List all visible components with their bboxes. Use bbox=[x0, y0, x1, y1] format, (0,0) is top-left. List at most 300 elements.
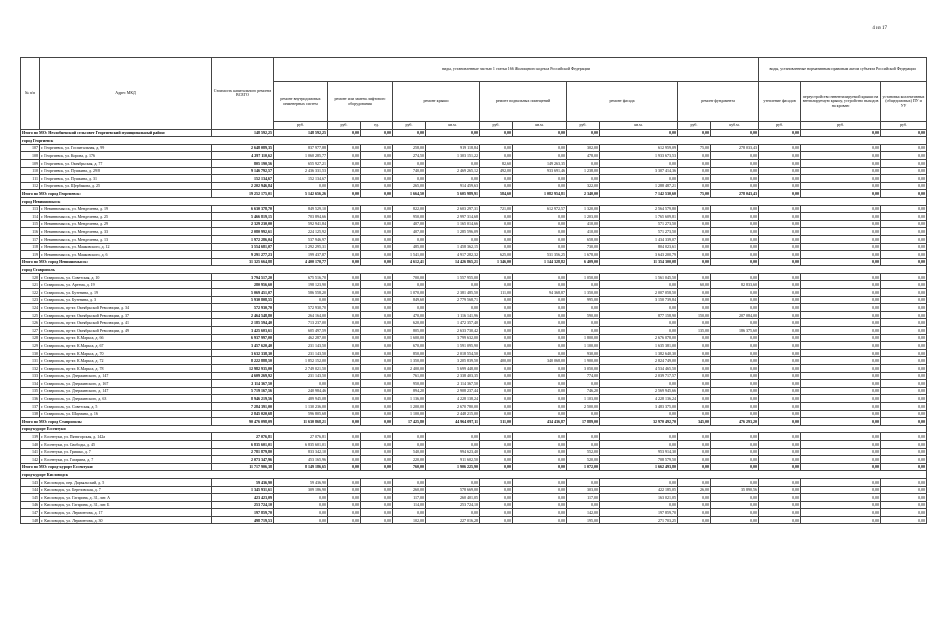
row-value: 2 469 265,12 bbox=[426, 167, 480, 175]
row-value: 822,00 bbox=[393, 205, 426, 213]
row-value: 0,00 bbox=[759, 182, 801, 190]
row-value: 0,00 bbox=[678, 349, 711, 357]
table-row bbox=[21, 175, 927, 183]
row-value: 0,00 bbox=[513, 281, 567, 289]
row-value: 117,00 bbox=[567, 494, 600, 502]
row-value: 0,00 bbox=[361, 433, 393, 441]
row-value: 5 699 448,00 bbox=[426, 365, 480, 373]
row-value: 0,00 bbox=[480, 349, 513, 357]
row-number: 144 bbox=[21, 486, 40, 494]
row-value: 0,00 bbox=[567, 175, 600, 183]
row-value: 658,00 bbox=[567, 235, 600, 243]
unit-cell: кв.м. bbox=[426, 122, 480, 130]
row-value: 0,00 bbox=[480, 410, 513, 418]
table-row bbox=[21, 456, 927, 464]
row-value: 0,00 bbox=[480, 402, 513, 410]
row-value: 220,00 bbox=[393, 456, 426, 464]
row-total-cost: 1 345 931,61 bbox=[212, 486, 274, 494]
row-value: 0,00 bbox=[711, 478, 759, 486]
row-total-cost: 6 937 997,00 bbox=[212, 334, 274, 342]
row-value: 0,00 bbox=[513, 349, 567, 357]
row-value: 708 579,50 bbox=[600, 456, 678, 464]
row-value: 407,00 bbox=[393, 228, 426, 236]
subtotal-value: 476 293,20 bbox=[711, 418, 759, 426]
row-address: г. Невинномысск, ул. Менделеева, д. 33 bbox=[40, 228, 212, 236]
row-value: 0,00 bbox=[361, 319, 393, 327]
subtotal-value: 584,60 bbox=[480, 190, 513, 198]
row-value: 0,00 bbox=[328, 251, 361, 259]
row-total-cost: 2 648 089,35 bbox=[212, 144, 274, 152]
row-value: 0,00 bbox=[759, 152, 801, 160]
row-number: 107 bbox=[21, 144, 40, 152]
row-value: 0,00 bbox=[881, 273, 927, 281]
row-value: 0,00 bbox=[328, 159, 361, 167]
page-number: 4 из 17 bbox=[872, 26, 887, 31]
subtotal-value: 6 409,00 bbox=[567, 258, 600, 266]
row-value: 730,00 bbox=[567, 243, 600, 251]
row-value: 0,00 bbox=[426, 304, 480, 312]
table-row bbox=[21, 289, 927, 297]
row-value: 422 185,05 bbox=[600, 486, 678, 494]
header-foundation: ремонт фундамента bbox=[678, 82, 759, 122]
row-value: 0,00 bbox=[393, 509, 426, 517]
row-value: 0,00 bbox=[711, 456, 759, 464]
row-value: 919 118,84 bbox=[426, 144, 480, 152]
row-value: 0,00 bbox=[678, 220, 711, 228]
row-value: 75,00 bbox=[678, 144, 711, 152]
row-value: 0,00 bbox=[426, 159, 480, 167]
row-value: 0,00 bbox=[678, 440, 711, 448]
table-row bbox=[21, 433, 927, 441]
row-value: 0,00 bbox=[274, 516, 328, 524]
row-value: 1 800,00 bbox=[567, 334, 600, 342]
row-value: 0,00 bbox=[480, 494, 513, 502]
row-value: 0,00 bbox=[361, 494, 393, 502]
row-value: 0,00 bbox=[678, 205, 711, 213]
row-value: 0,00 bbox=[600, 304, 678, 312]
row-value: 0,00 bbox=[678, 387, 711, 395]
row-value: 0,00 bbox=[801, 395, 881, 403]
row-value: 0,00 bbox=[801, 494, 881, 502]
unit-cell: руб. bbox=[567, 122, 600, 130]
row-value: 1 203,00 bbox=[567, 213, 600, 221]
row-value: 1 116 141,96 bbox=[426, 311, 480, 319]
row-value: 2 018 554,50 bbox=[426, 349, 480, 357]
row-number: 135 bbox=[21, 387, 40, 395]
row-value: 0,00 bbox=[801, 516, 881, 524]
row-value: 0,00 bbox=[678, 243, 711, 251]
table-row bbox=[21, 144, 927, 152]
row-value: 0,00 bbox=[480, 486, 513, 494]
subtotal-value: 1 906 225,90 bbox=[426, 463, 480, 471]
row-value: 0,00 bbox=[513, 494, 567, 502]
row-value: 0,00 bbox=[480, 387, 513, 395]
row-value: 0,00 bbox=[328, 410, 361, 418]
row-address: г. Невинномысск, ул. Маяковского, д. 12 bbox=[40, 243, 212, 251]
capital-repair-table bbox=[20, 57, 927, 524]
row-value: 0,00 bbox=[881, 182, 927, 190]
row-address: г. Ставрополь, ул. Дзержинского, д. 167 bbox=[40, 380, 212, 388]
row-value: 0,00 bbox=[759, 486, 801, 494]
subtotal-value: 0,00 bbox=[361, 258, 393, 266]
row-value: 0,00 bbox=[881, 289, 927, 297]
row-value: 1 320,00 bbox=[567, 205, 600, 213]
row-value: 94 368,87 bbox=[513, 289, 567, 297]
row-total-cost: 6 835 601,01 bbox=[212, 440, 274, 448]
subtotal-value: 19 252 175,01 bbox=[212, 190, 274, 198]
row-value: 3 150 739,84 bbox=[600, 296, 678, 304]
row-value: 761,00 bbox=[393, 372, 426, 380]
row-value: 197 859,70 bbox=[600, 509, 678, 517]
row-value: 0,00 bbox=[678, 228, 711, 236]
row-value: 0,00 bbox=[361, 509, 393, 517]
table-row bbox=[21, 319, 927, 327]
row-value: 625,00 bbox=[480, 251, 513, 259]
row-value: 0,00 bbox=[600, 501, 678, 509]
row-value: 930,00 bbox=[567, 349, 600, 357]
subtotal-value: 32 970 492,70 bbox=[600, 418, 678, 426]
row-number: 138 bbox=[21, 410, 40, 418]
row-value: 0,00 bbox=[711, 433, 759, 441]
table-row bbox=[21, 509, 927, 517]
row-value: 1 303 151,22 bbox=[426, 152, 480, 160]
row-value: 0,00 bbox=[801, 509, 881, 517]
row-value: 0,00 bbox=[513, 296, 567, 304]
row-value: 1 130 236,00 bbox=[274, 402, 328, 410]
row-value: 0,00 bbox=[513, 144, 567, 152]
row-value: 995,00 bbox=[567, 296, 600, 304]
row-value: 410,00 bbox=[567, 228, 600, 236]
table-row bbox=[21, 205, 927, 213]
row-value: 0,00 bbox=[759, 228, 801, 236]
subtotal-row bbox=[21, 190, 927, 198]
row-value: 0,00 bbox=[881, 357, 927, 365]
row-address: г. Георгиевск, ул. Пушкина, д. 31 bbox=[40, 175, 212, 183]
table-row bbox=[21, 402, 927, 410]
row-value: 0,00 bbox=[513, 380, 567, 388]
row-value: 1 382 640,30 bbox=[600, 349, 678, 357]
row-value: 572 930,70 bbox=[274, 304, 328, 312]
row-value: 0,00 bbox=[274, 296, 328, 304]
row-value: 0,00 bbox=[480, 372, 513, 380]
row-value: 0,00 bbox=[881, 402, 927, 410]
row-value: 0,00 bbox=[513, 372, 567, 380]
row-value: 4 534 465,50 bbox=[600, 365, 678, 373]
row-value: 0,00 bbox=[801, 144, 881, 152]
row-value: 2 114 367,50 bbox=[426, 380, 480, 388]
row-address: г. Георгиевск, ул. Октябрьская, д. 77 bbox=[40, 159, 212, 167]
row-total-cost: 2 329 230,00 bbox=[212, 220, 274, 228]
row-number: 120 bbox=[21, 273, 40, 281]
table-row bbox=[21, 182, 927, 190]
row-value: 0,00 bbox=[678, 273, 711, 281]
row-address: г. Невинномысск, ул. Менделеева, д. 29 bbox=[40, 220, 212, 228]
row-value: 150,00 bbox=[678, 311, 711, 319]
row-value: 0,00 bbox=[274, 182, 328, 190]
row-value: 0,00 bbox=[361, 516, 393, 524]
header-no: № п/п bbox=[21, 58, 40, 130]
subtotal-value: 0,00 bbox=[801, 129, 881, 137]
row-value: 0,00 bbox=[711, 410, 759, 418]
subtotal-value: 148 592,25 bbox=[212, 129, 274, 137]
row-value: 27 076,81 bbox=[274, 433, 328, 441]
row-value: 0,00 bbox=[361, 365, 393, 373]
row-value: 0,00 bbox=[801, 289, 881, 297]
row-value: 0,00 bbox=[801, 296, 881, 304]
row-value: 0,00 bbox=[513, 410, 567, 418]
row-value: 0,00 bbox=[361, 395, 393, 403]
row-address: г. Ставрополь, пр-кт. Октябрьской Революции, д. 41 bbox=[40, 319, 212, 327]
row-value: 0,00 bbox=[328, 433, 361, 441]
row-value: 0,00 bbox=[426, 235, 480, 243]
row-value: 0,00 bbox=[328, 349, 361, 357]
row-value: 0,00 bbox=[393, 440, 426, 448]
row-value: 0,00 bbox=[801, 213, 881, 221]
header-group-federal: виды, установленные частью 1 статьи 166 Жилищного кодекса Российской Федерации bbox=[274, 58, 759, 82]
row-number: 112 bbox=[21, 182, 40, 190]
row-value: 0,00 bbox=[361, 380, 393, 388]
row-value: 0,00 bbox=[801, 182, 881, 190]
row-value: 0,00 bbox=[426, 509, 480, 517]
row-value: 2 779 568,71 bbox=[426, 296, 480, 304]
row-value: 0,00 bbox=[801, 486, 881, 494]
row-value: 0,00 bbox=[711, 372, 759, 380]
row-value: 199 437,87 bbox=[274, 251, 328, 259]
row-value: 0,00 bbox=[513, 456, 567, 464]
table-row bbox=[21, 228, 927, 236]
unit-cell: руб. bbox=[274, 122, 328, 130]
row-value: 0,00 bbox=[328, 387, 361, 395]
row-value: 0,00 bbox=[328, 182, 361, 190]
header-roof: ремонт крыши bbox=[393, 82, 480, 122]
table-row bbox=[21, 273, 927, 281]
row-value: 0,00 bbox=[881, 448, 927, 456]
row-value: 0,00 bbox=[513, 311, 567, 319]
row-value: 470,00 bbox=[393, 311, 426, 319]
subtotal-value: 0,00 bbox=[328, 129, 361, 137]
row-value: 713 237,00 bbox=[274, 319, 328, 327]
row-value: 0,00 bbox=[393, 235, 426, 243]
table-row bbox=[21, 410, 927, 418]
row-value: 1 900,00 bbox=[567, 357, 600, 365]
subtotal-value: 0,00 bbox=[678, 258, 711, 266]
row-value: 0,00 bbox=[881, 159, 927, 167]
subtotal-value: 75,00 bbox=[678, 190, 711, 198]
row-value: 462 287,00 bbox=[274, 334, 328, 342]
row-value: 0,00 bbox=[328, 213, 361, 221]
row-value: 774,00 bbox=[567, 372, 600, 380]
row-value: 0,00 bbox=[328, 440, 361, 448]
row-value: 260,00 bbox=[393, 486, 426, 494]
row-value: 0,00 bbox=[801, 319, 881, 327]
unit-cell: ед. bbox=[361, 122, 393, 130]
row-value: 0,00 bbox=[480, 144, 513, 152]
row-total-cost: 2 185 594,40 bbox=[212, 319, 274, 327]
row-value: 0,00 bbox=[426, 281, 480, 289]
row-total-cost: 498 719,53 bbox=[212, 516, 274, 524]
city-header-row bbox=[21, 137, 927, 145]
row-value: 0,00 bbox=[361, 334, 393, 342]
subtotal-value: 11 630 868,21 bbox=[274, 418, 328, 426]
row-total-cost: 27 076,81 bbox=[212, 433, 274, 441]
row-value: 0,00 bbox=[759, 342, 801, 350]
subtotal-value: 1 082 954,81 bbox=[513, 190, 567, 198]
table-row bbox=[21, 152, 927, 160]
row-address: г. Ставрополь, ул. Дзержинского, д. 147 bbox=[40, 387, 212, 395]
row-total-cost: 423 423,09 bbox=[212, 494, 274, 502]
row-value: 410,00 bbox=[567, 220, 600, 228]
row-value: 0,00 bbox=[328, 501, 361, 509]
row-value: 0,00 bbox=[361, 402, 393, 410]
subtotal-value: 44 964 097,11 bbox=[426, 418, 480, 426]
row-value: 0,00 bbox=[513, 448, 567, 456]
row-value: 322,00 bbox=[567, 182, 600, 190]
row-value: 3 799 632,00 bbox=[426, 334, 480, 342]
row-value: 0,00 bbox=[513, 402, 567, 410]
subtotal-value: 0,00 bbox=[567, 129, 600, 137]
row-value: 0,00 bbox=[600, 433, 678, 441]
table-row bbox=[21, 365, 927, 373]
row-value: 0,00 bbox=[567, 440, 600, 448]
row-number: 131 bbox=[21, 357, 40, 365]
row-value: 478,00 bbox=[567, 152, 600, 160]
row-value: 0,00 bbox=[328, 311, 361, 319]
row-total-cost: 4 297 110,62 bbox=[212, 152, 274, 160]
row-value: 0,00 bbox=[711, 304, 759, 312]
row-total-cost: 2 845 020,68 bbox=[212, 410, 274, 418]
row-value: 1 165 014,66 bbox=[426, 220, 480, 228]
row-value: 0,00 bbox=[600, 478, 678, 486]
table-row bbox=[21, 243, 927, 251]
row-value: 849 529,10 bbox=[274, 205, 328, 213]
row-value: 0,00 bbox=[480, 342, 513, 350]
row-value: 2 381 485,50 bbox=[426, 289, 480, 297]
row-number: 132 bbox=[21, 365, 40, 373]
row-value: 0,00 bbox=[881, 342, 927, 350]
row-value: 0,00 bbox=[881, 327, 927, 335]
row-value: 1 933 673,53 bbox=[600, 152, 678, 160]
row-value: 0,00 bbox=[678, 448, 711, 456]
row-value: 0,00 bbox=[759, 205, 801, 213]
row-value: 0,00 bbox=[801, 501, 881, 509]
row-total-cost: 59 436,90 bbox=[212, 478, 274, 486]
row-value: 0,00 bbox=[361, 235, 393, 243]
row-value: 0,00 bbox=[513, 486, 567, 494]
unit-cell: руб. bbox=[480, 122, 513, 130]
row-value: 2 039 717,57 bbox=[600, 372, 678, 380]
row-total-cost: 5 719 167,56 bbox=[212, 387, 274, 395]
row-value: 0,00 bbox=[361, 220, 393, 228]
subtotal-value: 1 144 328,82 bbox=[513, 258, 567, 266]
row-total-cost: 8 222 888,50 bbox=[212, 357, 274, 365]
subtotal-value: 0,00 bbox=[393, 129, 426, 137]
row-value: 994 623,40 bbox=[426, 448, 480, 456]
row-value: 135,00 bbox=[678, 327, 711, 335]
row-value: 0,00 bbox=[881, 235, 927, 243]
row-value: 0,00 bbox=[759, 327, 801, 335]
row-value: 309 186,90 bbox=[274, 486, 328, 494]
row-value: 0,00 bbox=[801, 478, 881, 486]
row-number: 121 bbox=[21, 281, 40, 289]
row-value: 0,00 bbox=[881, 152, 927, 160]
row-value: 0,00 bbox=[881, 243, 927, 251]
row-value: 0,00 bbox=[759, 175, 801, 183]
row-value: 260 401,05 bbox=[426, 494, 480, 502]
row-total-cost: 2 781 879,80 bbox=[212, 448, 274, 456]
unit-cell: кв.м. bbox=[600, 122, 678, 130]
row-value: 0,00 bbox=[678, 152, 711, 160]
row-value: 0,00 bbox=[711, 448, 759, 456]
row-value: 3 307 414,36 bbox=[600, 167, 678, 175]
row-number: 109 bbox=[21, 159, 40, 167]
row-value: 0,00 bbox=[678, 365, 711, 373]
row-value: 0,00 bbox=[480, 501, 513, 509]
subtotal-value: 0,00 bbox=[480, 129, 513, 137]
row-value: 0,00 bbox=[513, 387, 567, 395]
row-value: 0,00 bbox=[678, 342, 711, 350]
row-value: 1 561 045,50 bbox=[600, 273, 678, 281]
row-value: 59 436,90 bbox=[274, 478, 328, 486]
row-address: г. Ессентуки, ул. Гагарина, д. 7 bbox=[40, 456, 212, 464]
row-value: 0,00 bbox=[711, 175, 759, 183]
row-value: 0,00 bbox=[513, 273, 567, 281]
row-value: 0,00 bbox=[759, 296, 801, 304]
subtotal-value: 0,00 bbox=[513, 463, 567, 471]
row-total-cost: 3 632 338,30 bbox=[212, 349, 274, 357]
row-value: 0,00 bbox=[600, 410, 678, 418]
row-value: 0,00 bbox=[600, 319, 678, 327]
row-value: 0,00 bbox=[480, 296, 513, 304]
row-value: 2 633 730,42 bbox=[426, 327, 480, 335]
row-address: г. Ставрополь, пр-кт. Октябрьской Революции, д. 37 bbox=[40, 311, 212, 319]
row-value: 1 136,00 bbox=[393, 395, 426, 403]
subtotal-value: 5 142 656,26 bbox=[274, 190, 328, 198]
row-value: 0,00 bbox=[881, 296, 927, 304]
row-number: 143 bbox=[21, 478, 40, 486]
row-value: 0,00 bbox=[513, 327, 567, 335]
row-value: 0,00 bbox=[711, 296, 759, 304]
row-value: 0,00 bbox=[801, 273, 881, 281]
row-value: 0,00 bbox=[881, 395, 927, 403]
subtotal-value: 0,00 bbox=[600, 129, 678, 137]
table-row bbox=[21, 334, 927, 342]
row-value: 0,00 bbox=[711, 159, 759, 167]
city-header-row bbox=[21, 197, 927, 205]
row-value: 0,00 bbox=[801, 349, 881, 357]
row-value: 149 263,35 bbox=[513, 159, 567, 167]
row-value: 2 824 749,00 bbox=[600, 357, 678, 365]
city-header-row bbox=[21, 471, 927, 479]
row-value: 2 749 021,50 bbox=[274, 365, 328, 373]
row-total-cost: 5 069 451,07 bbox=[212, 289, 274, 297]
row-number: 129 bbox=[21, 342, 40, 350]
row-value: 26,00 bbox=[678, 486, 711, 494]
row-value: 0,00 bbox=[759, 289, 801, 297]
city-name: город Невинномысск bbox=[21, 197, 927, 205]
row-value: 0,00 bbox=[881, 228, 927, 236]
row-value: 0,00 bbox=[801, 334, 881, 342]
row-value: 0,00 bbox=[678, 402, 711, 410]
row-address: г. Невинномысск, ул. Менделеева, д. 13 bbox=[40, 235, 212, 243]
row-value: 0,00 bbox=[711, 349, 759, 357]
row-value: 0,00 bbox=[678, 304, 711, 312]
row-value: 0,00 bbox=[711, 380, 759, 388]
row-value: 0,00 bbox=[711, 228, 759, 236]
row-value: 0,00 bbox=[480, 182, 513, 190]
row-value: 0,00 bbox=[328, 205, 361, 213]
subtotal-value: 8 149 186,65 bbox=[274, 463, 328, 471]
row-value: 231 143,50 bbox=[274, 349, 328, 357]
